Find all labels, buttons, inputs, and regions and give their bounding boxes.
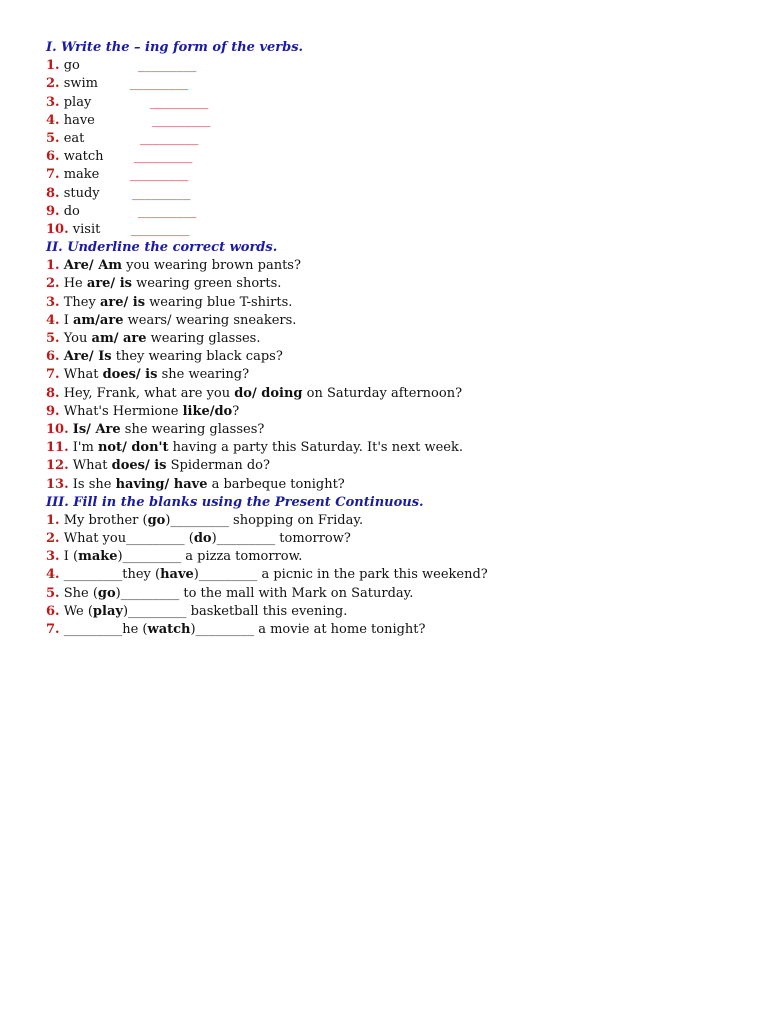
word-choice: Is/ Are <box>72 421 121 437</box>
sentence-start: I'm <box>72 440 98 456</box>
list-item <box>46 421 746 439</box>
word-choice: are/ is <box>99 294 146 310</box>
sentence-start: What <box>63 367 103 383</box>
item-number: 1. <box>46 58 60 74</box>
sentence-part: She ( <box>63 585 98 601</box>
word-choice: Are/ Is <box>63 349 112 365</box>
item-number: 3. <box>46 94 60 110</box>
list-item <box>46 512 746 530</box>
item-number: 7. <box>46 367 60 383</box>
verb-hint: go <box>97 585 116 601</box>
word-choice: having/ have <box>115 476 208 492</box>
verb: study <box>63 185 100 201</box>
list-item <box>46 548 746 566</box>
item-number: 11. <box>46 440 69 456</box>
list-item <box>46 621 746 639</box>
sentence-part: )_________ to the mall with Mark on Saturday. <box>115 585 414 601</box>
list-item <box>46 130 746 148</box>
sentence-part: )_________ shopping on Friday. <box>165 512 364 528</box>
item-number: 6. <box>46 349 60 365</box>
item-number: 9. <box>46 203 60 219</box>
sentence-end: ? <box>232 403 240 419</box>
verb-hint: go <box>147 512 166 528</box>
verb: watch <box>63 149 104 165</box>
item-number: 6. <box>46 603 60 619</box>
list-item <box>46 275 746 293</box>
sentence-end: wearing green shorts. <box>131 276 282 292</box>
verb: do <box>63 203 80 219</box>
sentence-end: a barbeque tonight? <box>207 476 345 492</box>
word-choice: am/are <box>73 312 124 328</box>
verb: have <box>63 112 95 128</box>
list-item <box>46 185 746 203</box>
sentence-start: He <box>63 276 87 292</box>
sentence-end: wears/ wearing sneakers. <box>123 312 297 328</box>
section-1-heading: I. Write the – ing form of the verbs. <box>46 40 304 55</box>
item-number: 7. <box>46 167 60 183</box>
answer-blank: _________ <box>137 203 197 219</box>
item-number: 10. <box>46 221 69 237</box>
list-item <box>46 294 746 312</box>
list-item <box>46 75 746 93</box>
list-item <box>46 603 746 621</box>
answer-blank: _________ <box>137 58 197 74</box>
answer-blank: _________ <box>130 221 190 237</box>
sentence-part: )_________ a movie at home tonight? <box>190 622 426 637</box>
verb-hint: do <box>193 531 212 547</box>
word-choice: not/ don't <box>97 440 169 456</box>
item-number: 10. <box>46 421 69 437</box>
item-number: 3. <box>46 549 60 565</box>
list-item <box>46 94 746 112</box>
sentence-part: We ( <box>63 603 93 619</box>
list-item <box>46 330 746 348</box>
list-item <box>46 530 746 548</box>
verb: go <box>63 58 80 74</box>
word-choice: are/ is <box>86 276 132 292</box>
section-3-heading: III. Fill in the blanks using the Present Continuous. <box>46 494 424 510</box>
answer-blank: _________ <box>139 130 199 146</box>
item-number: 6. <box>46 149 60 165</box>
answer-blank: _________ <box>131 185 191 201</box>
list-item <box>46 348 746 366</box>
answer-blank: _________ <box>149 94 209 110</box>
verb-hint: play <box>92 603 123 619</box>
sentence-end: Spiderman do? <box>166 458 270 474</box>
item-number: 2. <box>46 76 60 92</box>
verb-hint: make <box>78 549 118 565</box>
sentence-part: What you_________ ( <box>63 531 194 547</box>
worksheet <box>46 39 746 639</box>
sentence-start: I <box>63 312 73 328</box>
sentence-start: Is she <box>72 476 116 492</box>
verb: visit <box>72 221 101 237</box>
list-item <box>46 148 746 166</box>
verb: swim <box>63 76 99 92</box>
answer-blank: _________ <box>129 167 189 183</box>
sentence-end: wearing blue T-shirts. <box>145 294 293 310</box>
answer-blank: _________ <box>151 112 211 128</box>
sentence-part: I ( <box>63 549 79 565</box>
list-item <box>46 439 746 457</box>
item-number: 7. <box>46 622 60 637</box>
sentence-end: you wearing brown pants? <box>122 258 301 274</box>
verb-hint: have <box>160 567 194 583</box>
word-choice: does/ is <box>111 458 167 474</box>
list-item <box>46 385 746 403</box>
word-choice: Are/ Am <box>63 258 123 274</box>
sentence-part: )_________ a pizza tomorrow. <box>117 549 303 565</box>
sentence-part: )_________ tomorrow? <box>211 531 351 547</box>
item-number: 13. <box>46 476 69 492</box>
list-item <box>46 366 746 384</box>
list-item <box>46 566 746 584</box>
item-number: 9. <box>46 403 60 419</box>
list-item <box>46 476 746 494</box>
verb-hint: watch <box>147 622 191 637</box>
sentence-part: )_________ basketball this evening. <box>122 603 348 619</box>
word-choice: like/do <box>182 403 233 419</box>
sentence-start: Hey, Frank, what are you <box>63 385 235 401</box>
sentence-end: they wearing black caps? <box>111 349 283 365</box>
list-item <box>46 312 746 330</box>
item-number: 8. <box>46 185 60 201</box>
item-number: 12. <box>46 458 69 474</box>
item-number: 5. <box>46 130 60 146</box>
answer-blank: _________ <box>133 149 193 165</box>
sentence-part: My brother ( <box>63 512 148 528</box>
sentence-end: she wearing glasses? <box>120 421 265 437</box>
list-item <box>46 585 746 603</box>
sentence-start: What <box>72 458 112 474</box>
list-item <box>46 257 746 275</box>
sentence-start: You <box>63 331 92 346</box>
list-item <box>46 203 746 221</box>
item-number: 8. <box>46 385 60 401</box>
item-number: 1. <box>46 258 60 274</box>
item-number: 4. <box>46 312 60 328</box>
sentence-end: wearing glasses. <box>146 331 261 346</box>
item-number: 4. <box>46 112 60 128</box>
word-choice: do/ doing <box>234 385 303 401</box>
sentence-part: )_________ a picnic in the park this weekend? <box>193 567 488 583</box>
answer-blank: _________ <box>129 76 189 92</box>
item-number: 4. <box>46 567 60 583</box>
list-item <box>46 457 746 475</box>
verb: play <box>63 94 92 110</box>
sentence-start: What's Hermione <box>63 403 183 419</box>
item-number: 5. <box>46 331 60 346</box>
word-choice: am/ are <box>91 331 147 346</box>
sentence-part: _________they ( <box>63 567 161 583</box>
item-number: 5. <box>46 585 60 601</box>
verb: make <box>63 167 100 183</box>
item-number: 3. <box>46 294 60 310</box>
sentence-start: They <box>63 294 100 310</box>
item-number: 2. <box>46 276 60 292</box>
sentence-end: she wearing? <box>157 367 250 383</box>
item-number: 2. <box>46 531 60 547</box>
section-2-heading: II. Underline the correct words. <box>46 240 278 256</box>
sentence-end: on Saturday afternoon? <box>302 385 463 401</box>
list-item <box>46 221 746 239</box>
word-choice: does/ is <box>102 367 158 383</box>
item-number: 1. <box>46 512 60 528</box>
sentence-end: having a party this Saturday. It's next week. <box>168 440 463 456</box>
list-item <box>46 112 746 130</box>
verb: eat <box>63 130 85 146</box>
list-item <box>46 57 746 75</box>
list-item <box>46 166 746 184</box>
list-item <box>46 403 746 421</box>
sentence-part: _________he ( <box>63 622 148 637</box>
